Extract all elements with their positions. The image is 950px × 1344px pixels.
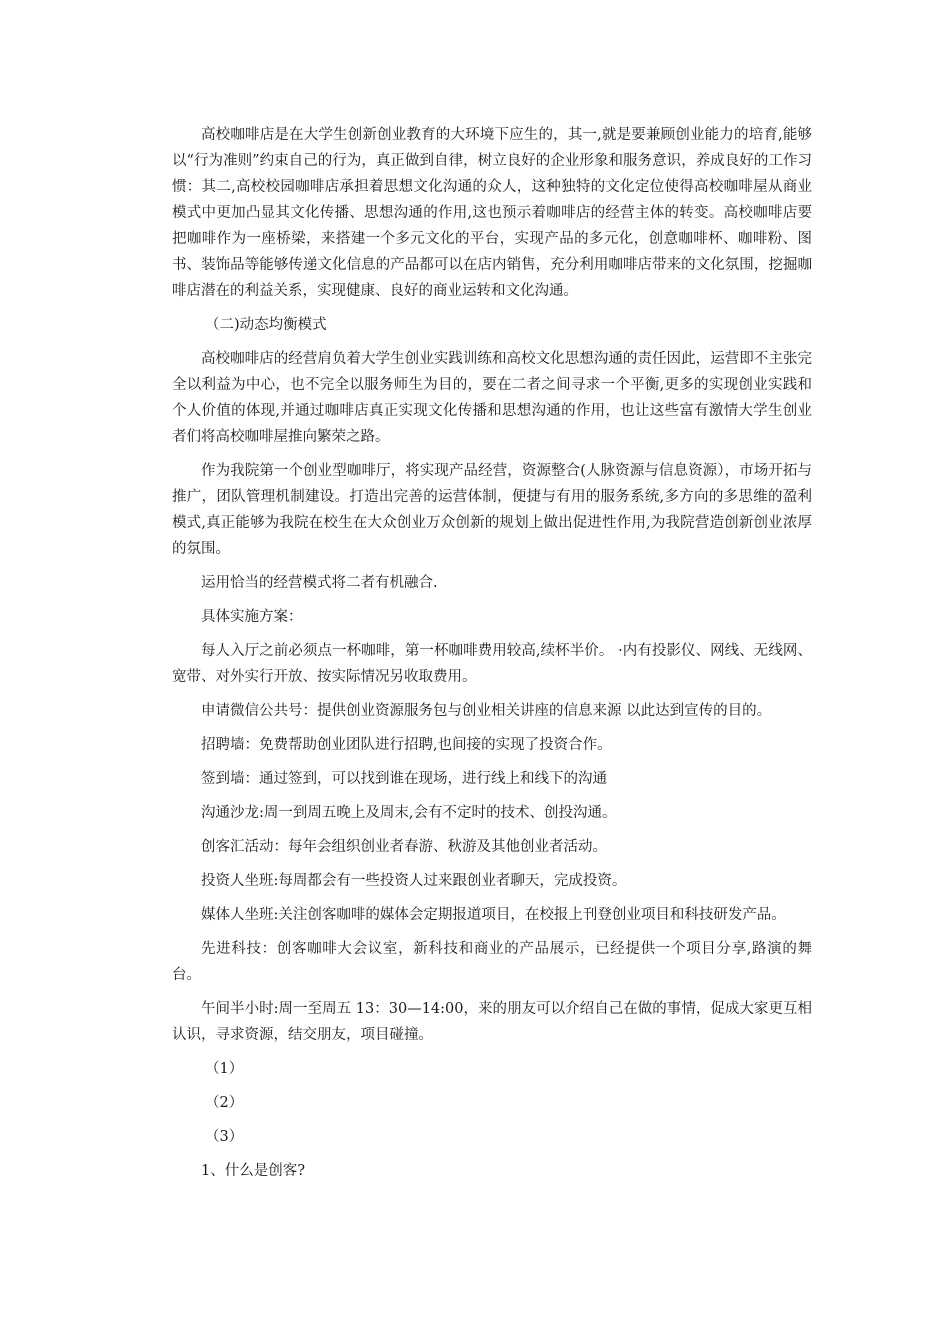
plan-item-wechat: 申请微信公共号：提供创业资源服务包与创业相关讲座的信息来源 以此达到宣传的目的。 [201,703,772,719]
plan-item-entry-fee: 每人入厅之前必须点一杯咖啡，第一杯咖啡费用较高,续杯半价。 ·内有投影仪、网线、无线网、宽带、对外实行开放、按实际情况另收取费用。 [172,643,812,685]
paragraph-first-cafe: 作为我院第一个创业型咖啡厅，将实现产品经营，资源整合(人脉资源与信息资源），市场开拓与推广，团队管理机制建设。打造出完善的运营体制，便捷与有用的服务系统,多方向的多思维的盈利模式,真正能够为我院在校生在大众创业万众创新的规划上做出促进性作用,为我院营造创新创业浓厚的氛围。 [172,463,812,557]
list-marker-2: （2） [205,1095,244,1111]
list-marker-1: （1） [205,1061,244,1077]
plan-item-signin-wall: 签到墙：通过签到，可以找到谁在现场，进行线上和线下的沟通 [201,771,607,787]
plan-item-tech: 先进科技：创客咖啡大会议室，新科技和商业的产品展示，已经提供一个项目分享,路演的舞台。 [172,941,812,983]
list-marker-3: （3） [205,1129,244,1145]
plan-item-salon: 沟通沙龙:周一到周五晚上及周末,会有不定时的技术、创投沟通。 [201,805,617,821]
paragraph-fusion: 运用恰当的经营模式将二者有机融合. [201,575,438,591]
plan-item-media: 媒体人坐班:关注创客咖啡的媒体会定期报道项目，在校报上刊登创业项目和科技研发产品。 [201,907,786,923]
plan-heading: 具体实施方案： [201,609,303,625]
paragraph-intro: 高校咖啡店是在大学生创新创业教育的大环境下应生的，其一,就是要兼顾创业能力的培育,能够以“行为准则”约束自己的行为，真正做到自律，树立良好的企业形象和服务意识，养成良好的工作习惯：其二,高校校园咖啡店承担着思想文化沟通的众人，这种独特的文化定位使得高校咖啡屋从商业模式中更加凸显其文化传播、思想沟通的作用,这也预示着咖啡店的经营主体的转变。高校咖啡店要把咖啡作为一座桥梁，来搭建一个多元文化的平台，实现产品的多元化，创意咖啡杯、咖啡粉、图书、装饰品等能够传递文化信息的产品都可以在店内销售，充分利用咖啡店带来的文化氛围，挖掘咖啡店潜在的利益关系，实现健康、良好的商业运转和文化沟通。 [172,127,812,299]
plan-item-investor: 投资人坐班:每周都会有一些投资人过来跟创业者聊天，完成投资。 [201,873,627,889]
document-body [172,122,812,1192]
plan-item-maker-events: 创客汇活动：每年会组织创业者春游、秋游及其他创业者活动。 [201,839,607,855]
plan-item-noon: 午间半小时:周一至周五 13：30—14:00，来的朋友可以介绍自己在做的事情，促成大家更互相认识，寻求资源，结交朋友，项目碰撞。 [172,1001,812,1043]
plan-item-recruit-wall: 招聘墙：免费帮助创业团队进行招聘,也间接的实现了投资合作。 [201,737,612,753]
section-heading-dynamic-balance: （二)动态均衡模式 [205,317,327,333]
question-what-is-maker: 1、什么是创客? [201,1163,305,1179]
paragraph-balance: 高校咖啡店的经营肩负着大学生创业实践训练和高校文化思想沟通的责任因此，运营即不主张完全以利益为中心，也不完全以服务师生为目的，要在二者之间寻求一个平衡,更多的实现创业实践和个人价值的体现,并通过咖啡店真正实现文化传播和思想沟通的作用，也让这些富有激情大学生创业者们将高校咖啡屋推向繁荣之路。 [172,351,812,445]
